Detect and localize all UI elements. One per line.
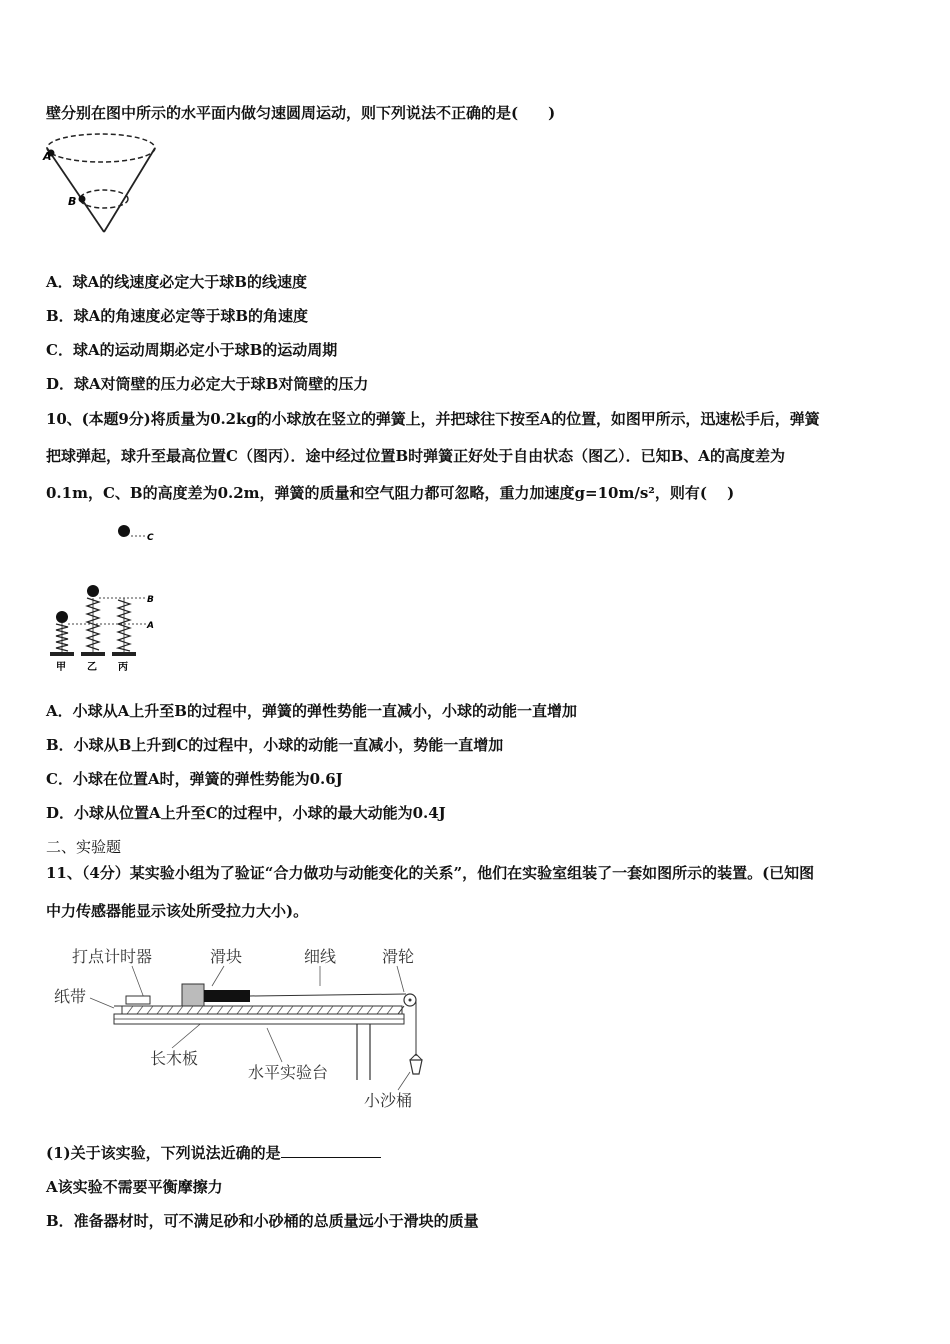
ball-yi: [87, 585, 99, 597]
thread: [250, 994, 406, 996]
label-table: 水平实验台: [248, 1063, 329, 1082]
q10-option-a: A．小球从A上升至B的过程中，弹簧的弹性势能一直减小，小球的动能一直增加: [46, 702, 577, 720]
force-sensor: [204, 990, 250, 1002]
label-a-pos: A: [147, 621, 154, 631]
q9-option-a: A．球A的线速度必定大于球B的线速度: [46, 273, 307, 291]
section-experiment: 二、实验题: [46, 838, 122, 856]
q9-stem: 壁分别在图中所示的水平面内做匀速圆周运动，则下列说法不正确的是( ): [46, 104, 556, 122]
ball-jia: [56, 611, 68, 623]
ball-c: [118, 525, 130, 537]
label-b: B: [68, 195, 77, 208]
label-tape: 纸带: [54, 987, 87, 1006]
label-slider: 滑块: [210, 947, 243, 966]
answer-blank[interactable]: [281, 1143, 381, 1158]
cone-top-ellipse: [47, 134, 155, 162]
q9-option-d: D．球A对筒壁的压力必定大于球B对筒壁的压力: [46, 375, 369, 393]
q11-line2: 中力传感器能显示该处所受拉力大小)。: [46, 902, 309, 920]
spring-figure: [42, 518, 167, 678]
label-b-pos: B: [147, 595, 154, 605]
label-pulley: 滑轮: [382, 947, 415, 966]
q11-option-b: B．准备器材时，可不满足砂和小砂桶的总质量远小于滑块的质量: [46, 1212, 479, 1230]
q9-option-b: B．球A的角速度必定等于球B的角速度: [46, 307, 308, 325]
label-c: C: [147, 533, 154, 543]
q10-option-b: B．小球从B上升到C的过程中，小球的动能一直减小，势能一直增加: [46, 736, 504, 754]
label-timer: 打点计时器: [72, 947, 153, 966]
q11-sub1: [46, 1142, 381, 1163]
label-yi: 乙: [87, 662, 97, 673]
cone-lower-ellipse: [80, 190, 128, 208]
q10-option-d: D．小球从位置A上升至C的过程中，小球的最大动能为0.4J: [46, 804, 446, 822]
apparatus-figure: [52, 940, 432, 1115]
slider-block: [182, 984, 204, 1006]
label-a: A: [43, 150, 52, 163]
q10-line2: 把球弹起，球升至最高位置C（图丙）．途中经过位置B时弹簧正好处于自由状态（图乙）．已知B、A的高度差为: [46, 447, 785, 465]
label-thread: 细线: [304, 947, 337, 966]
q10-line1: 10、(本题9分)将质量为0.2kg的小球放在竖立的弹簧上，并把球往下按至A的位置，如图甲所示，迅速松手后，弹簧: [46, 410, 820, 428]
label-jia: 甲: [56, 662, 66, 673]
timer: [126, 996, 150, 1004]
label-board: 长木板: [150, 1049, 199, 1068]
q10-option-c: C．小球在位置A时，弹簧的弹性势能为0.6J: [46, 770, 343, 788]
q10-line3: 0.1m，C、B的高度差为0.2m，弹簧的质量和空气阻力都可忽略，重力加速度g=10m/s²，则有( ): [46, 484, 735, 502]
sand-bucket: [410, 1060, 422, 1074]
cone-figure: [40, 132, 165, 237]
q11-option-a: A该实验不需要平衡摩擦力: [46, 1178, 223, 1196]
q11-sub1-text: (1)关于该实验，下列说法近确的是: [46, 1144, 281, 1162]
q9-option-c: C．球A的运动周期必定小于球B的运动周期: [46, 341, 338, 359]
label-bing: 丙: [118, 662, 128, 673]
ball-b: [79, 196, 86, 203]
q11-line1: 11、（4分）某实验小组为了验证“合力做功与动能变化的关系”，他们在实验室组装了一套如图所示的装置。(已知图: [46, 864, 815, 882]
label-bucket: 小沙桶: [364, 1091, 413, 1110]
